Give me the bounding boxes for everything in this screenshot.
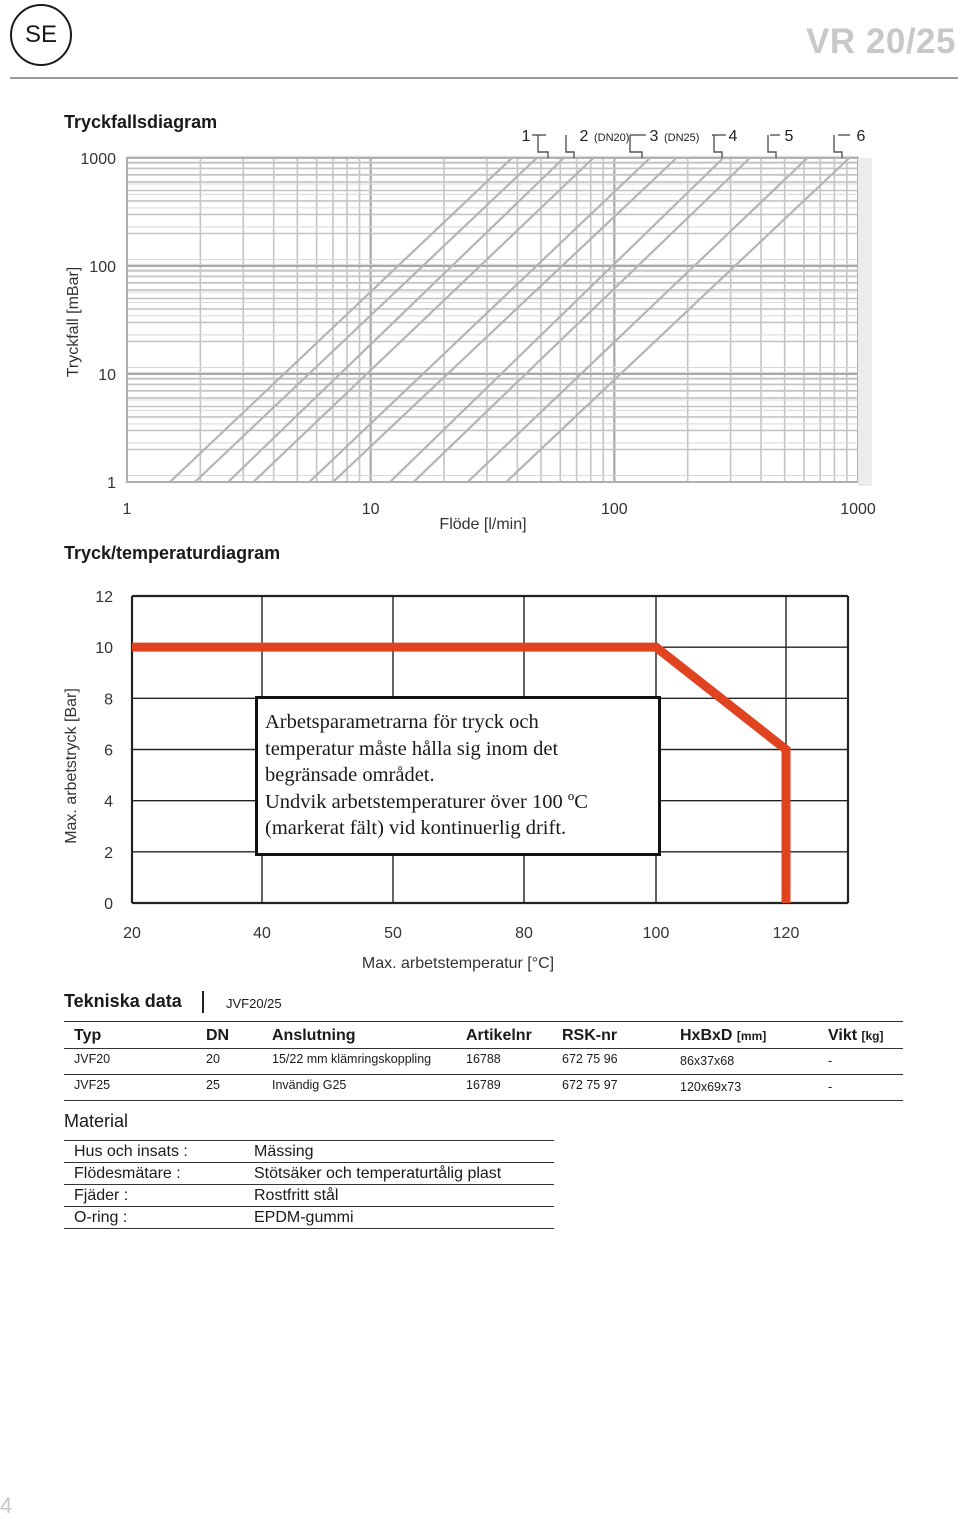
tech-model: JVF20/25	[226, 996, 282, 1011]
y-tick-label: 100	[89, 259, 116, 276]
col-vikt: Vikt [kg]	[818, 1022, 903, 1049]
cell: 16789	[456, 1075, 552, 1101]
curve-label-sub: (DN25)	[664, 132, 700, 144]
curve-label: 1	[521, 128, 531, 145]
cell: 16788	[456, 1049, 552, 1075]
table-row	[64, 1207, 554, 1229]
col-rsk: RSK-nr	[552, 1022, 670, 1049]
curve-label: 2	[579, 128, 589, 145]
tech-header-row	[64, 1022, 903, 1049]
plot-edge-shade	[858, 158, 872, 486]
dim-unit: [mm]	[736, 1028, 767, 1043]
col-anslutning: Anslutning	[262, 1022, 456, 1049]
x-tick-label: 50	[384, 925, 402, 942]
note-line: temperatur måste hålla sig inom det	[265, 737, 559, 760]
material-part: O-ring :	[64, 1207, 244, 1229]
table-row	[64, 1049, 903, 1075]
curve-label-bracket	[630, 135, 642, 158]
pt-note-box	[255, 696, 661, 856]
cell: JVF25	[64, 1075, 196, 1101]
tech-heading: Tekniska data	[64, 991, 182, 1011]
pt-diagram-heading: Tryck/temperaturdiagram	[64, 543, 281, 563]
curve-label-bracket	[834, 135, 842, 158]
x-tick-label: 10	[361, 501, 380, 518]
material-part: Flödesmätare :	[64, 1163, 244, 1185]
x-tick-label: 120	[772, 925, 800, 942]
cell: JVF20	[64, 1049, 196, 1075]
note-line: Arbetsparametrarna för tryck och	[265, 711, 539, 733]
pressure-drop-curve	[309, 158, 650, 482]
page-number: 4	[0, 1493, 13, 1518]
y-tick-label: 1	[107, 475, 116, 492]
y-tick-label: 10	[95, 640, 113, 658]
pressure-drop-curve	[333, 158, 677, 482]
curve-label: 3	[649, 128, 659, 145]
vikt-unit: [kg]	[861, 1028, 884, 1043]
y-tick-label: 0	[104, 896, 113, 913]
pressure-drop-curve	[170, 158, 512, 482]
cell: 672 75 96	[552, 1049, 670, 1075]
cell: 25	[196, 1075, 262, 1101]
x-tick-label: 40	[253, 925, 271, 942]
tech-separator	[202, 991, 204, 1013]
pressure-drop-curve	[228, 158, 564, 482]
note-line: begränsade området.	[265, 764, 435, 786]
pt-ylabel: Max. arbetstryck [Bar]	[63, 688, 80, 844]
pressure-drop-curves	[170, 158, 849, 482]
note-line: (markerat fält) vid kontinuerlig drift.	[265, 817, 567, 839]
cell: 20	[196, 1049, 262, 1075]
curve-label-bracket	[714, 135, 722, 158]
material-heading: Material	[64, 1111, 129, 1131]
language-code: SE	[24, 21, 57, 48]
y-tick-label: 4	[104, 793, 113, 811]
material-part: Hus och insats :	[64, 1141, 244, 1163]
pressure-drop-ylabel: Tryckfall [mBar]	[65, 266, 82, 378]
pressure-drop-curve-labels	[522, 128, 866, 158]
material-value: Stötsäker och temperaturtålig plast	[244, 1163, 554, 1185]
note-line: Undvik arbetstemperaturer över 100 ºC	[265, 790, 588, 813]
col-dn: DN	[196, 1022, 262, 1049]
pressure-drop-chart	[0, 0, 960, 545]
material-part: Fjäder :	[64, 1185, 244, 1207]
pressure-drop-grid	[127, 156, 872, 486]
material-value: Mässing	[244, 1141, 554, 1163]
y-tick-label: 6	[104, 742, 113, 760]
col-typ: Typ	[64, 1022, 196, 1049]
x-tick-label: 20	[123, 925, 141, 942]
table-row	[64, 1075, 903, 1101]
table-row	[64, 1185, 554, 1207]
cell: -	[818, 1075, 903, 1101]
material-table	[64, 1140, 554, 1229]
cell: 86x37x68	[670, 1049, 818, 1075]
x-tick-label: 1000	[840, 501, 876, 518]
curve-label-bracket	[538, 135, 548, 158]
curve-label-bracket	[768, 135, 776, 158]
tech-table	[64, 1021, 903, 1101]
x-tick-label: 100	[642, 925, 670, 942]
pressure-drop-curve	[253, 158, 593, 482]
material-value: EPDM-gummi	[244, 1207, 554, 1229]
pressure-drop-xlabel: Flöde [l/min]	[439, 516, 527, 533]
plot-frame	[127, 158, 858, 482]
x-tick-label: 80	[515, 925, 533, 942]
curve-label: 4	[728, 128, 738, 145]
cell: Invändig G25	[262, 1075, 456, 1101]
cell: -	[818, 1049, 903, 1075]
material-value: Rostfritt stål	[244, 1185, 554, 1207]
table-row	[64, 1163, 554, 1185]
pressure-drop-curve	[195, 158, 537, 482]
y-tick-label: 1000	[80, 151, 116, 168]
y-tick-label: 2	[104, 844, 113, 862]
pressure-drop-curve	[468, 158, 808, 482]
table-row	[64, 1141, 554, 1163]
curve-label-bracket	[566, 135, 574, 158]
cell: 120x69x73	[670, 1075, 818, 1101]
y-tick-label: 12	[95, 589, 113, 606]
y-tick-label: 10	[98, 367, 116, 384]
pressure-drop-curve	[414, 158, 750, 482]
cell: 15/22 mm klämringskoppling	[262, 1049, 456, 1075]
pressure-drop-heading: Tryckfallsdiagram	[64, 112, 218, 132]
product-title: VR 20/25	[806, 22, 956, 61]
pt-xlabel: Max. arbetstemperatur [°C]	[361, 955, 555, 972]
col-artikelnr: Artikelnr	[456, 1022, 552, 1049]
curve-label: 5	[784, 128, 794, 145]
curve-label-sub: (DN20)	[594, 132, 630, 144]
y-tick-label: 8	[104, 691, 113, 709]
x-tick-label: 100	[600, 501, 628, 518]
col-dim: HxBxD [mm]	[670, 1022, 818, 1049]
curve-label: 6	[856, 128, 866, 145]
x-tick-label: 1	[122, 501, 132, 518]
cell: 672 75 97	[552, 1075, 670, 1101]
